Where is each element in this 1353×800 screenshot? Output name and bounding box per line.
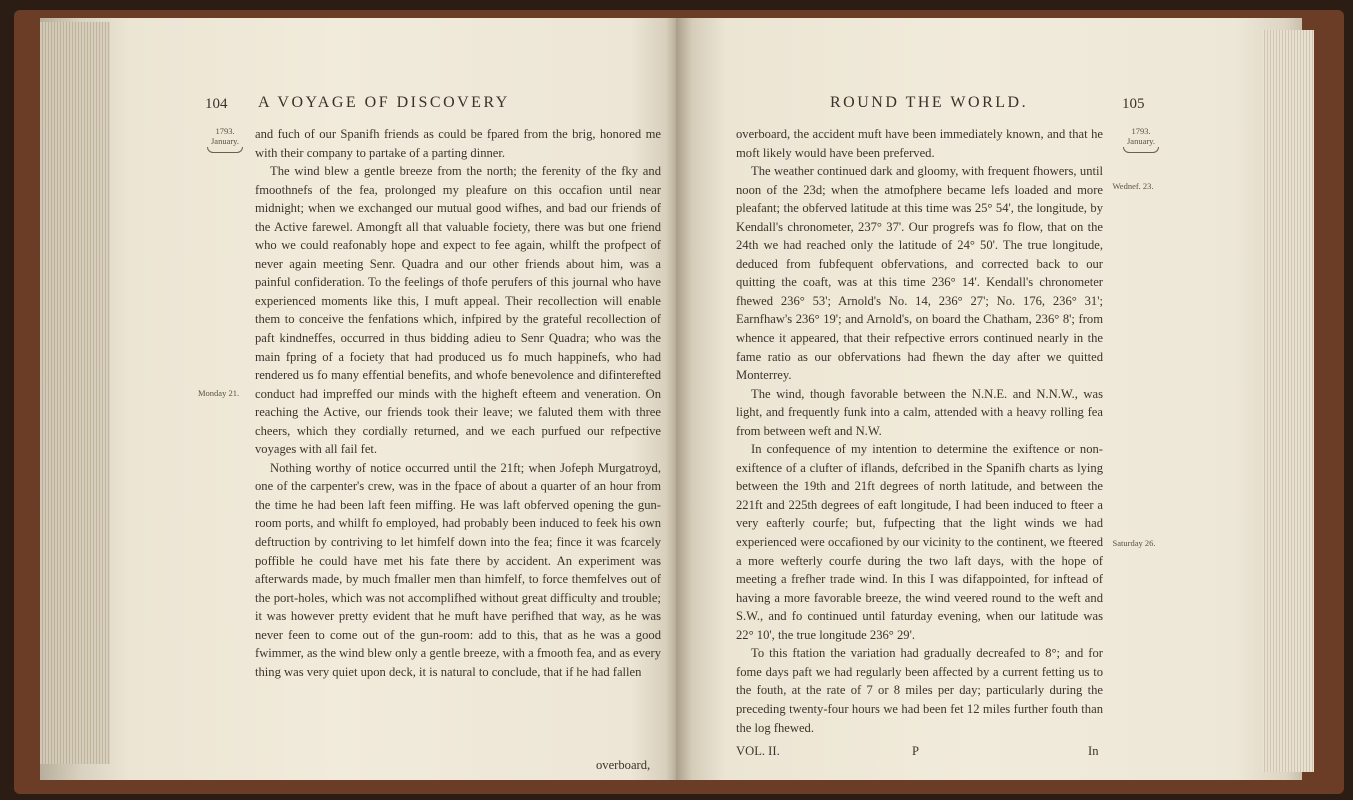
right-page-edges <box>1262 30 1314 772</box>
left-paragraph: and fuch of our Spanifh friends as could be fpared from the brig, honored me with their company to partake of a parting dinner. <box>255 127 661 160</box>
right-paragraph: The weather continued dark and gloomy, with frequent fhowers, until noon of the 23d; when the atmofphere became lefs loaded and more pleafant; the obferved latitude at this time was 25° 54', the longitude, by Kendall's chronometer, 237° 37'. Our progrefs was fo flow, that on the 24th we had reached only the latitude of 24° 50'. The true longitude, deduced from fubfequent obfervations, and corrected back to our quitting the coaft, was at this time 236° 14'. Kendall's chronometer fhewed 236° 53'; Arnold's No. 14, 236° 27'; No. 176, 236° 31'; Earnfhaw's 236° 19'; and Arnold's, on board the Chatham, 236° 8'; from whence it appeared, that their refpective errors continued nearly in the fame ratio as our obfervations had fhewn the day after we quitted Monterrey. <box>736 164 1103 383</box>
right-page-number: 105 <box>1122 96 1145 112</box>
left-margin-year: 1793. <box>215 126 235 136</box>
right-margin-date <box>1118 126 1164 153</box>
right-margin-year: 1793. <box>1131 126 1151 136</box>
right-signature-volume: VOL. II. <box>736 744 780 758</box>
right-paragraph: overboard, the accident muft have been immediately known, and that he moft likely would have been preferved. <box>736 127 1103 160</box>
left-margin-brace <box>207 147 243 153</box>
left-catchword: overboard, <box>596 758 651 772</box>
right-running-head: ROUND THE WORLD. <box>830 94 1029 111</box>
right-paragraph: The wind, though favorable between the N.N.E. and N.N.W., was light, and frequently funk into a calm, attended with a heavy rolling fea from between weft and N.W. <box>736 386 1103 438</box>
right-margin-wednesday: Wednef. 23. <box>1112 181 1154 191</box>
left-page-edges <box>40 22 110 764</box>
left-body-text <box>255 125 661 681</box>
left-running-head: A VOYAGE OF DISCOVERY <box>258 94 510 111</box>
right-margin-month: January. <box>1126 136 1155 146</box>
right-paragraph: To this ftation the variation had gradually decreafed to 8°; and for fome days paft we had regularly been affected by a current fetting us to the fouth, at the rate of 7 or 8 miles per day; particularly during the preceding twenty-four hours we had been fet 12 miles further fouth than the log fhewed. <box>736 646 1103 735</box>
right-catchword: In <box>1088 744 1099 758</box>
left-margin-month: January. <box>210 136 239 146</box>
left-margin-monday: Monday 21. <box>198 388 240 398</box>
right-margin-saturday: Saturday 26. <box>1112 538 1156 548</box>
right-body-text <box>736 125 1103 737</box>
left-paragraph: The wind blew a gentle breeze from the north; the ferenity of the fky and fmoothnefs of the fea, prolonged my pleafure on this occafion until near midnight; when we exchanged our mutual good wifhes, and bad our friends of the Active farewel. Amongft all that valuable fociety, there was but one friend who we could reafonably hope and expect to fee again, whilft the profpect of never again meeting Senr. Quadra and our other friends about him, was a painful confideration. To the feelings of thofe perufers of this journal who have experienced moments like this, I muft appeal. Their recollection will enable them to conceive the fenfations which, infpired by the grateful recollection of paft kindneffes, occurred in thus bidding adieu to Senr Quadra; who was the main fpring of a fociety that had produced us fo much happinefs, who had rendered us fo many effential benefits, and whofe benevolence and difinterefted conduct had impreffed our minds with the higheft efteem and veneration. On reaching the Active, our friends took their leave; we faluted them with three cheers, which they cordially returned, and we each purfued our refpective voyages with all fail fet. <box>255 164 661 457</box>
left-paragraph: Nothing worthy of notice occurred until the 21ft; when Jofeph Murgatroyd, one of the carpenter's crew, was in the fpace of about a quarter of an hour from the time he had been laft feen miffing. He was laft obferved opening the gun-room ports, and whilft fo employed, had probably been induced to feek his own deftruction by contriving to let himfelf down into the fea; fince it was fcarcely poffible he could have met his fate there by accident. An experiment was afterwards made, by much fmaller men than himfelf, to force themfelves out of the port-holes, which was not accomplifhed without great difficulty and trouble; it was however pretty evident that he muft have perifhed that way, as he was never feen to come out of the gun-room: add to this, that as he was a good fwimmer, as the wind blew only a gentle breeze, with a fmooth fea, and as every thing was very quiet upon deck, it is natural to conclude, that if he had fallen <box>255 460 661 679</box>
left-page-number: 104 <box>205 96 228 112</box>
left-margin-date <box>202 126 248 153</box>
right-paragraph: In confequence of my intention to determine the exiftence or non-exiftence of a clufter of iflands, defcribed in the Spanifh charts as lying between the 19th and 21ft degrees of north latitude, and between the 221ft and 225th degrees of eaft longitude, I had been induced to fteer a very eafterly courfe; but, fufpecting that the light winds we had experienced were occafioned by our vicinity to the continent, we fteered a more wefterly courfe during the two laft days, with the hope of meeting a frefher trade wind. In this I was difappointed, for inftead of having a more favorable breeze, the wind veered round to the weft and S.W., and fo continued until faturday evening, when our latitude was 22° 10', the true longitude 236° 29'. <box>736 442 1103 642</box>
right-margin-brace <box>1123 147 1159 153</box>
right-signature-letter: P <box>912 744 920 758</box>
